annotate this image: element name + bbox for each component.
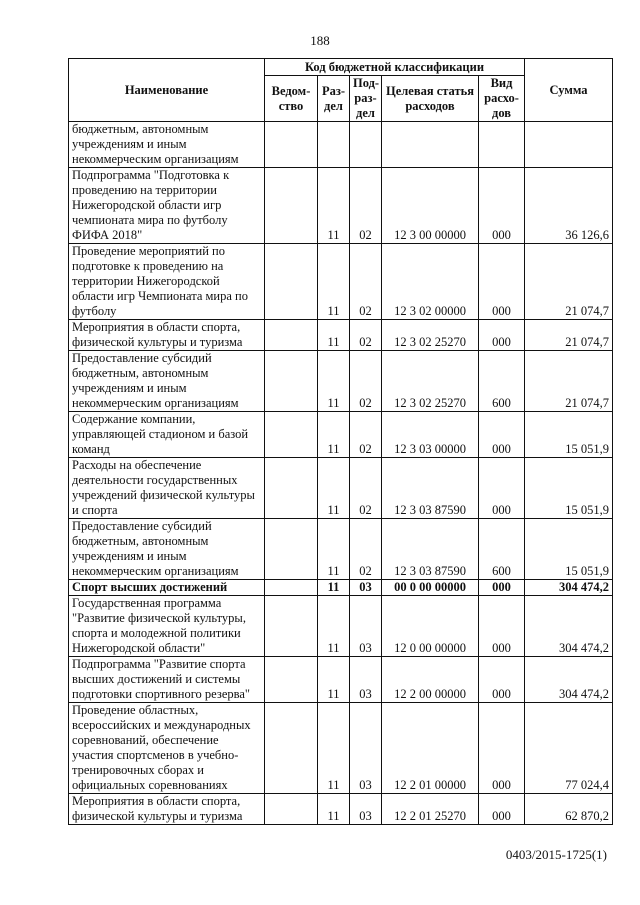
row-name-cell: Содержание компании, управляющей стадионом и базой команд [69,412,265,458]
sum-cell: 15 051,9 [525,412,613,458]
table-row [69,519,613,580]
sum-cell [525,122,613,168]
row-name-cell: Мероприятия в области спорта, физической культуры и туризма [69,794,265,825]
department-cell [265,519,318,580]
row-name-cell: Проведение областных, всероссийских и международных соревнований, обеспечение участия спортсменов в учебно-тренировочных сборах и официальных соревнованиях [69,703,265,794]
subsection-cell: 02 [350,168,382,244]
table-row [69,122,613,168]
header-subsection: Под-раз-дел [350,76,382,122]
row-name-cell: Подпрограмма "Подготовка к проведению на территории Нижегородской области игр чемпионата мира по футболу ФИФА 2018" [69,168,265,244]
target-article-cell: 12 0 00 00000 [382,596,479,657]
section-cell: 11 [318,168,350,244]
section-cell [318,122,350,168]
page-number: 188 [310,33,330,48]
table-row [69,412,613,458]
subsection-cell [350,122,382,168]
subsection-cell: 03 [350,657,382,703]
budget-table [68,58,613,825]
row-name-cell: Подпрограмма "Развитие спорта высших достижений и системы подготовки спортивного резерва" [69,657,265,703]
target-article-cell: 12 3 00 00000 [382,168,479,244]
target-article-cell: 12 2 00 00000 [382,657,479,703]
target-article-cell: 12 3 03 87590 [382,458,479,519]
department-cell [265,596,318,657]
sum-cell: 304 474,2 [525,580,613,596]
header-classification-group: Код бюджетной классификации [265,59,525,76]
table-row [69,244,613,320]
department-cell [265,320,318,351]
row-name-cell: бюджетным, автономным учреждениям и иным некоммерческим организациям [69,122,265,168]
target-article-cell: 12 3 02 00000 [382,244,479,320]
section-cell: 11 [318,519,350,580]
table-body [69,122,613,825]
sum-cell: 304 474,2 [525,657,613,703]
department-cell [265,244,318,320]
subsection-cell: 02 [350,320,382,351]
sum-cell: 15 051,9 [525,519,613,580]
department-cell [265,122,318,168]
department-cell [265,580,318,596]
sum-cell: 77 024,4 [525,703,613,794]
section-cell: 11 [318,412,350,458]
expense-type-cell: 000 [479,244,525,320]
row-name-cell: Предоставление субсидий бюджетным, автономным учреждениям и иным некоммерческим организациям [69,351,265,412]
section-cell: 11 [318,244,350,320]
section-cell: 11 [318,320,350,351]
row-name-cell: Мероприятия в области спорта, физической культуры и туризма [69,320,265,351]
section-cell: 11 [318,794,350,825]
subsection-cell: 02 [350,458,382,519]
subsection-cell: 03 [350,596,382,657]
header-department: Ведом-ство [265,76,318,122]
section-cell: 11 [318,703,350,794]
expense-type-cell: 600 [479,351,525,412]
department-cell [265,458,318,519]
document-code: 0403/2015-1725(1) [505,847,607,862]
expense-type-cell: 600 [479,519,525,580]
table-row [69,320,613,351]
subsection-cell: 02 [350,519,382,580]
department-cell [265,794,318,825]
header-target-article: Целевая статья расходов [382,76,479,122]
department-cell [265,168,318,244]
subsection-cell: 02 [350,244,382,320]
sum-cell: 21 074,7 [525,244,613,320]
department-cell [265,412,318,458]
expense-type-cell: 000 [479,580,525,596]
table-row [69,657,613,703]
target-article-cell: 12 3 02 25270 [382,320,479,351]
expense-type-cell [479,122,525,168]
table-row [69,458,613,519]
header-name: Наименование [69,59,265,122]
department-cell [265,703,318,794]
row-name-cell: Спорт высших достижений [69,580,265,596]
expense-type-cell: 000 [479,657,525,703]
header-section: Раз-дел [318,76,350,122]
header-sum: Сумма [525,59,613,122]
row-name-cell: Предоставление субсидий бюджетным, автономным учреждениям и иным некоммерческим организациям [69,519,265,580]
target-article-cell: 12 3 02 25270 [382,351,479,412]
sum-cell: 62 870,2 [525,794,613,825]
sum-cell: 304 474,2 [525,596,613,657]
section-cell: 11 [318,596,350,657]
target-article-cell: 12 2 01 25270 [382,794,479,825]
department-cell [265,351,318,412]
section-cell: 11 [318,351,350,412]
expense-type-cell: 000 [479,412,525,458]
expense-type-cell: 000 [479,168,525,244]
sum-cell: 15 051,9 [525,458,613,519]
expense-type-cell: 000 [479,596,525,657]
header-expense-type: Вид расхо-дов [479,76,525,122]
row-name-cell: Расходы на обеспечение деятельности государственных учреждений физической культуры и спорта [69,458,265,519]
table-row [69,596,613,657]
expense-type-cell: 000 [479,458,525,519]
section-cell: 11 [318,657,350,703]
target-article-cell [382,122,479,168]
table-row [69,168,613,244]
section-cell: 11 [318,458,350,519]
department-cell [265,657,318,703]
subsection-cell: 03 [350,580,382,596]
expense-type-cell: 000 [479,794,525,825]
expense-type-cell: 000 [479,703,525,794]
target-article-cell: 12 2 01 00000 [382,703,479,794]
sum-cell: 21 074,7 [525,351,613,412]
sum-cell: 36 126,6 [525,168,613,244]
table-row [69,703,613,794]
expense-type-cell: 000 [479,320,525,351]
sum-cell: 21 074,7 [525,320,613,351]
target-article-cell: 12 3 03 87590 [382,519,479,580]
row-name-cell: Проведение мероприятий по подготовке к проведению на территории Нижегородской области игр Чемпионата мира по футболу [69,244,265,320]
row-name-cell: Государственная программа "Развитие физической культуры, спорта и молодежной политики Нижегородской области" [69,596,265,657]
target-article-cell: 12 3 03 00000 [382,412,479,458]
target-article-cell: 00 0 00 00000 [382,580,479,596]
section-cell: 11 [318,580,350,596]
table-row [69,580,613,596]
subsection-cell: 03 [350,794,382,825]
subsection-cell: 02 [350,412,382,458]
table-row [69,794,613,825]
subsection-cell: 02 [350,351,382,412]
subsection-cell: 03 [350,703,382,794]
table-row [69,351,613,412]
